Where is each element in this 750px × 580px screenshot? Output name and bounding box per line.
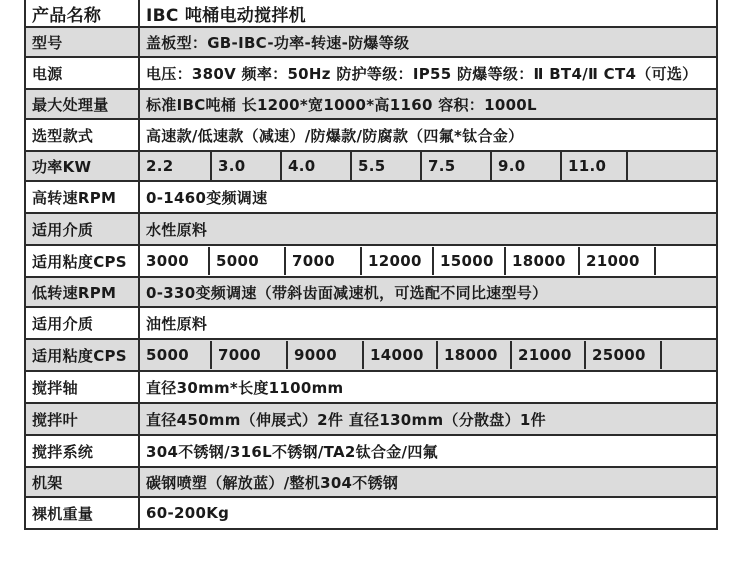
power-cell: 4.0 (282, 152, 352, 180)
row-label: 机架 (25, 467, 139, 497)
row-value-grid (139, 245, 717, 277)
row-label: 裸机重量 (25, 497, 139, 529)
row-value: 水性原料 (139, 213, 717, 245)
row-model (25, 27, 717, 57)
row-label: 低转速RPM (25, 277, 139, 307)
row-label: 搅拌系统 (25, 435, 139, 467)
row-weight (25, 497, 717, 529)
row-power-supply (25, 57, 717, 89)
row-label: 适用介质 (25, 213, 139, 245)
row-value: 电压：380V 频率：50Hz 防护等级：IP55 防爆等级：Ⅱ BT4/Ⅱ CT4（可选） (139, 57, 717, 89)
viscosity-cell: 7000 (286, 247, 362, 275)
power-cell: 2.2 (140, 152, 212, 180)
row-high-rpm (25, 181, 717, 213)
row-power-kw (25, 151, 717, 181)
row-value: 304不锈钢/316L不锈钢/TA2钛合金/四氟 (139, 435, 717, 467)
viscosity-cell (662, 341, 716, 369)
row-label: 选型款式 (25, 119, 139, 151)
row-label: 功率KW (25, 151, 139, 181)
row-frame (25, 467, 717, 497)
spec-table (24, 0, 718, 530)
row-low-rpm (25, 277, 717, 307)
viscosity-cell: 7000 (212, 341, 288, 369)
row-value: 0-1460变频调速 (139, 181, 717, 213)
row-value-grid (139, 339, 717, 371)
viscosity-cell: 15000 (434, 247, 506, 275)
header-label: 产品名称 (25, 0, 139, 27)
viscosity-cell: 25000 (586, 341, 662, 369)
power-cell: 5.5 (352, 152, 422, 180)
viscosity-cell (656, 247, 716, 275)
row-label: 适用粘度CPS (25, 245, 139, 277)
row-label: 电源 (25, 57, 139, 89)
row-high-medium (25, 213, 717, 245)
row-low-medium (25, 307, 717, 339)
row-value: 油性原料 (139, 307, 717, 339)
header-value: IBC 吨桶电动搅拌机 (139, 0, 717, 27)
row-value-grid (139, 151, 717, 181)
power-cell: 3.0 (212, 152, 282, 180)
header-row (25, 0, 717, 27)
viscosity-cell: 12000 (362, 247, 434, 275)
row-capacity (25, 89, 717, 119)
row-system (25, 435, 717, 467)
row-high-viscosity (25, 245, 717, 277)
viscosity-cell: 18000 (506, 247, 580, 275)
viscosity-cell: 5000 (210, 247, 286, 275)
viscosity-cell: 21000 (512, 341, 586, 369)
row-value: 直径30mm*长度1100mm (139, 371, 717, 403)
viscosity-cell: 5000 (140, 341, 212, 369)
viscosity-cell: 18000 (438, 341, 512, 369)
power-cell: 11.0 (562, 152, 628, 180)
row-label: 适用粘度CPS (25, 339, 139, 371)
row-label: 型号 (25, 27, 139, 57)
row-types (25, 119, 717, 151)
row-value: 盖板型：GB-IBC-功率-转速-防爆等级 (139, 27, 717, 57)
row-value: 碳钢喷塑（解放蓝）/整机304不锈钢 (139, 467, 717, 497)
row-shaft (25, 371, 717, 403)
row-blade (25, 403, 717, 435)
row-value: 0-330变频调速（带斜齿面减速机，可选配不同比速型号） (139, 277, 717, 307)
viscosity-cell: 14000 (364, 341, 438, 369)
row-label: 最大处理量 (25, 89, 139, 119)
row-label: 适用介质 (25, 307, 139, 339)
power-cell: 7.5 (422, 152, 492, 180)
viscosity-cell: 21000 (580, 247, 656, 275)
power-cell (628, 152, 716, 180)
row-label: 搅拌叶 (25, 403, 139, 435)
row-value: 标准IBC吨桶 长1200*宽1000*高1160 容积：1000L (139, 89, 717, 119)
row-value: 高速款/低速款（减速）/防爆款/防腐款（四氟*钛合金） (139, 119, 717, 151)
row-label: 搅拌轴 (25, 371, 139, 403)
viscosity-cell: 3000 (140, 247, 210, 275)
row-label: 高转速RPM (25, 181, 139, 213)
power-cell: 9.0 (492, 152, 562, 180)
row-value: 60-200Kg (139, 497, 717, 529)
viscosity-cell: 9000 (288, 341, 364, 369)
row-low-viscosity (25, 339, 717, 371)
row-value: 直径450mm（伸展式）2件 直径130mm（分散盘）1件 (139, 403, 717, 435)
